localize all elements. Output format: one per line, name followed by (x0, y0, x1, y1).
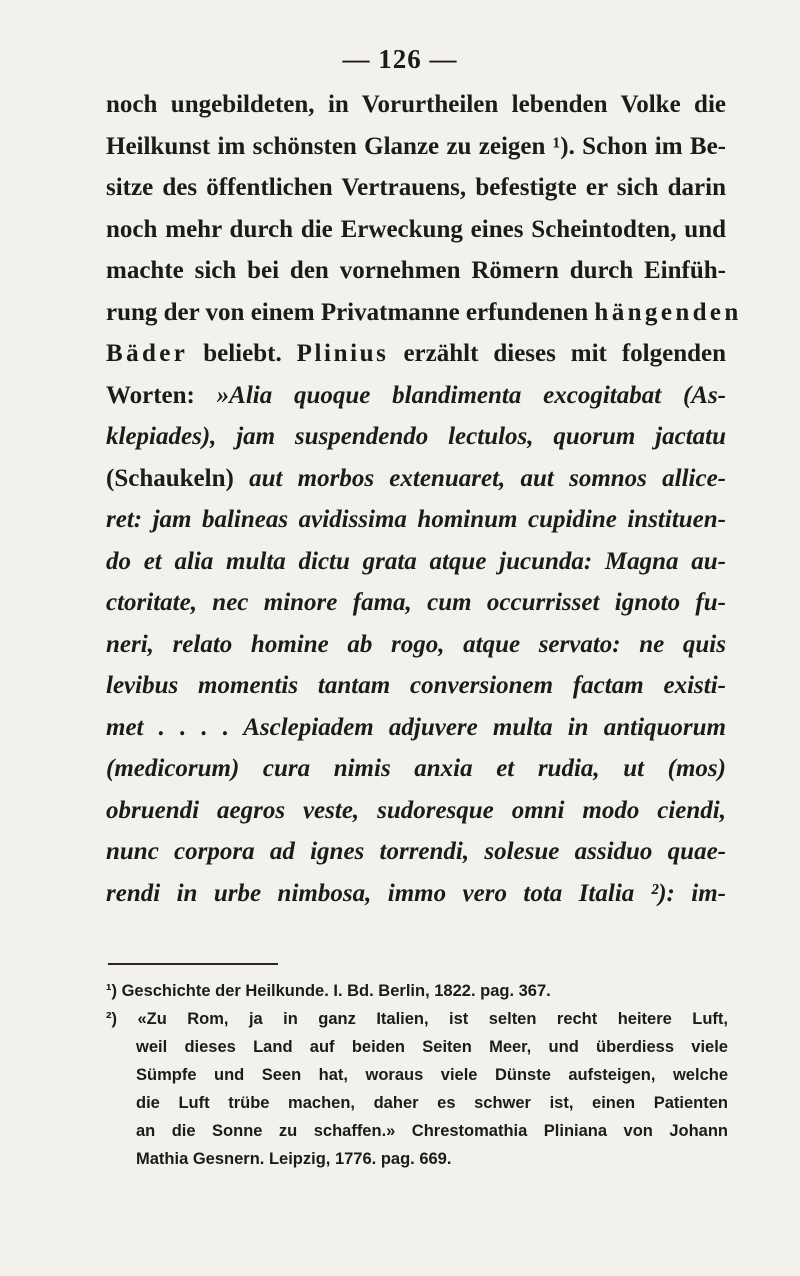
text-line (106, 873, 726, 915)
footnote-line: ¹) Geschichte der Heilkunde. I. Bd. Berlin, 1822. pag. 367. (106, 982, 551, 1000)
text-run: (Schaukeln) (106, 464, 250, 492)
text-line: noch ungebildeten, in Vorurtheilen lebenden Volke die (106, 91, 726, 118)
spaced-text: hängenden (594, 298, 742, 326)
text-line (106, 458, 726, 500)
latin-quote: neri, relato homine ab rogo, atque servato: ne quis (106, 630, 726, 658)
body-text (106, 84, 742, 914)
text-line: Heilkunst im schönsten Glanze zu zeigen ¹). Schon im Be- (106, 132, 726, 160)
footnote-rule (108, 963, 278, 965)
text-line (106, 748, 726, 790)
latin-quote: levibus momentis tantam conversionem factam existi- (106, 672, 726, 699)
footnote-line: ²) «Zu Rom, ja in ganz Italien, ist selten recht heitere Luft, (106, 1010, 728, 1028)
latin-quote: met . . . . Asclepiadem adjuvere multa in antiquorum (106, 713, 726, 741)
text-line (106, 624, 726, 666)
text-line (106, 541, 726, 583)
text-run: rung der von einem Privatmanne erfundenen (106, 298, 595, 326)
text-line: sitze des öffentlichen Vertrauens, befestigte er sich darin (106, 174, 726, 201)
text-line (106, 831, 726, 873)
latin-quote: nunc corpora ad ignes torrendi, solesue assiduo quae- (106, 838, 726, 865)
text-line: machte sich bei den vornehmen Römern durch Einfüh- (106, 257, 726, 284)
footnote-line: weil dieses Land auf beiden Seiten Meer, und überdiess viele (136, 1038, 728, 1056)
latin-quote: obruendi aegros veste, sudoresque omni modo ciendi, (106, 796, 726, 824)
page-number: — 126 — (342, 44, 458, 74)
text-run: erzählt dieses mit folgenden (388, 340, 727, 367)
spaced-text: Bäder (106, 340, 189, 367)
footnote-line: an die Sonne zu schaffen.» Chrestomathia Pliniana von Johann (136, 1122, 728, 1140)
text-line (106, 790, 726, 832)
footnote-line: Mathia Gesnern. Leipzig, 1776. pag. 669. (136, 1150, 452, 1168)
text-run: Worten: (106, 381, 217, 409)
text-line (106, 416, 726, 458)
text-run: beliebt. (188, 340, 297, 367)
latin-quote: ctoritate, nec minore fama, cum occurrisset ignoto fu- (106, 589, 726, 616)
latin-quote: klepiades), jam suspendendo lectulos, quorum jactatu (106, 423, 726, 450)
text-line (106, 292, 742, 334)
footnote-line: die Luft trübe machen, daher es schwer ist, einen Patienten (136, 1094, 728, 1112)
latin-quote: aut morbos extenuaret, aut somnos allice- (249, 464, 727, 492)
text-line (106, 665, 726, 707)
latin-quote: (medicorum) cura nimis anxia et rudia, ut (mos) (106, 755, 726, 782)
latin-quote: »Alia quoque blandimenta excogitabat (As- (216, 381, 726, 409)
text-line: noch mehr durch die Erweckung eines Scheintodten, und (106, 215, 726, 243)
text-line (106, 333, 726, 375)
text-line (106, 375, 726, 417)
text-line (106, 582, 726, 624)
latin-quote: rendi in urbe nimbosa, immo vero tota Italia ²): im- (106, 879, 726, 907)
spaced-text: Plinius (296, 340, 389, 367)
latin-quote: do et alia multa dictu grata atque jucunda: Magna au- (106, 547, 726, 575)
text-line (106, 499, 726, 541)
latin-quote: ret: jam balineas avidissima hominum cupidine instituen- (106, 506, 726, 533)
footnote-line: Sümpfe und Seen hat, woraus viele Dünste aufsteigen, welche (136, 1066, 728, 1084)
text-line (106, 707, 726, 749)
